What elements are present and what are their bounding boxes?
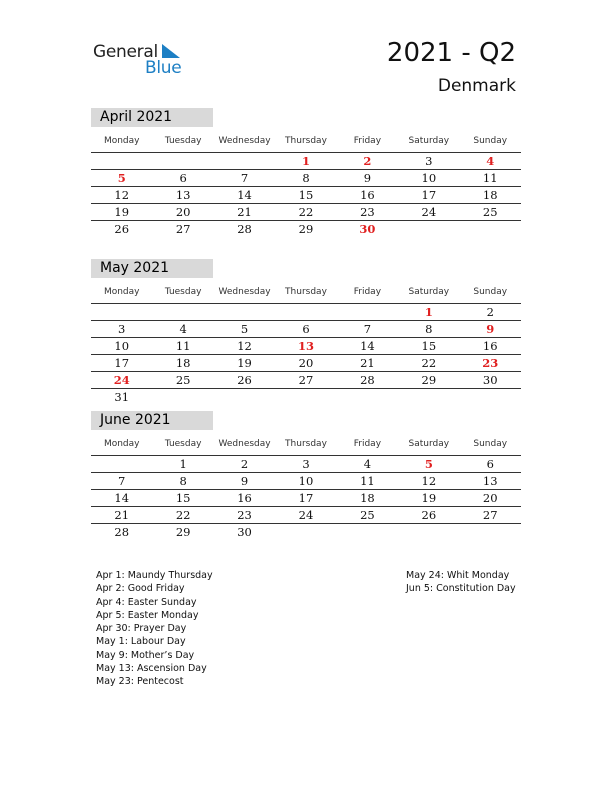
weekday-label: Monday xyxy=(103,287,140,297)
weekday-header-row xyxy=(91,281,521,304)
day-cell: 29 xyxy=(421,373,437,387)
weekday-label: Saturday xyxy=(408,439,450,449)
weekday-header-row xyxy=(91,433,521,456)
week-row xyxy=(91,170,521,187)
weekday-label: Tuesday xyxy=(164,287,202,297)
day-cell: 7 xyxy=(363,322,372,336)
day-cell: 18 xyxy=(360,491,375,505)
week-row xyxy=(91,507,521,524)
day-cell: 22 xyxy=(175,508,191,522)
day-cell: 12 xyxy=(237,339,252,353)
day-cell: 29 xyxy=(298,222,314,236)
day-cell: 19 xyxy=(421,491,437,505)
holiday-day-cell: 1 xyxy=(301,154,310,168)
day-cell: 8 xyxy=(302,171,310,185)
holiday-note: May 1: Labour Day xyxy=(96,636,186,648)
holiday-note: Apr 30: Prayer Day xyxy=(96,623,187,635)
day-cell: 15 xyxy=(298,188,314,202)
day-cell xyxy=(214,389,275,405)
day-cell xyxy=(91,153,152,169)
day-cell xyxy=(398,524,459,540)
day-cell: 13 xyxy=(175,188,191,202)
holiday-list-left xyxy=(96,569,213,689)
weekday-label: Friday xyxy=(353,439,382,449)
day-cell: 16 xyxy=(360,188,375,202)
week-row xyxy=(91,355,521,372)
month-title: April 2021 xyxy=(91,108,213,127)
day-cell: 4 xyxy=(363,457,372,471)
day-cell: 22 xyxy=(298,205,314,219)
holiday-list-right xyxy=(406,569,516,596)
holiday-day-cell: 13 xyxy=(297,339,314,353)
day-cell: 15 xyxy=(175,491,191,505)
day-cell: 6 xyxy=(486,457,494,471)
month-block xyxy=(91,411,521,540)
day-cell xyxy=(91,304,152,320)
day-cell: 4 xyxy=(179,322,187,336)
day-cell: 12 xyxy=(114,188,130,202)
weekday-label: Thursday xyxy=(285,287,327,297)
holiday-day-cell: 23 xyxy=(482,356,499,370)
day-cell xyxy=(460,221,521,237)
week-row xyxy=(91,321,521,338)
day-cell: 28 xyxy=(114,525,130,539)
holiday-note: Apr 5: Easter Monday xyxy=(96,609,199,621)
holiday-day-cell: 24 xyxy=(113,373,130,387)
day-cell: 14 xyxy=(237,188,252,202)
day-cell: 11 xyxy=(360,474,375,488)
day-cell: 20 xyxy=(482,491,498,505)
logo-blue-text: Blue xyxy=(145,58,182,78)
week-row xyxy=(91,389,521,405)
day-cell: 15 xyxy=(421,339,437,353)
day-cell xyxy=(337,524,398,540)
day-cell: 17 xyxy=(114,356,130,370)
month-block xyxy=(91,108,521,237)
day-cell: 24 xyxy=(421,205,437,219)
weekday-label: Wednesday xyxy=(218,439,271,449)
holiday-note: Apr 2: Good Friday xyxy=(96,583,185,595)
day-cell: 22 xyxy=(421,356,437,370)
week-row xyxy=(91,490,521,507)
week-row xyxy=(91,372,521,389)
day-cell: 19 xyxy=(237,356,252,370)
day-cell: 19 xyxy=(114,205,130,219)
day-cell: 31 xyxy=(114,390,130,404)
day-cell: 5 xyxy=(240,322,249,336)
week-row xyxy=(91,338,521,355)
day-cell: 28 xyxy=(360,373,375,387)
day-cell: 10 xyxy=(114,339,130,353)
day-cell xyxy=(398,389,459,405)
week-row xyxy=(91,187,521,204)
day-cell xyxy=(460,389,521,405)
day-cell xyxy=(337,304,398,320)
day-cell: 23 xyxy=(237,508,252,522)
day-cell xyxy=(460,524,521,540)
weekday-label: Thursday xyxy=(285,439,327,449)
day-cell: 10 xyxy=(298,474,314,488)
day-cell: 11 xyxy=(175,339,191,353)
day-cell: 16 xyxy=(482,339,498,353)
day-cell: 23 xyxy=(360,205,375,219)
day-cell xyxy=(275,304,336,320)
weekday-header-row xyxy=(91,130,521,153)
weekday-label: Saturday xyxy=(408,287,450,297)
day-cell xyxy=(152,389,213,405)
day-cell: 30 xyxy=(237,525,252,539)
holiday-note: Jun 5: Constitution Day xyxy=(406,583,516,595)
day-cell: 21 xyxy=(114,508,130,522)
week-row xyxy=(91,473,521,490)
weekday-label: Tuesday xyxy=(164,136,202,146)
weekday-label: Wednesday xyxy=(218,136,271,146)
day-cell: 6 xyxy=(302,322,310,336)
weekday-label: Sunday xyxy=(473,439,508,449)
holiday-day-cell: 5 xyxy=(117,171,126,185)
week-row xyxy=(91,304,521,321)
week-row xyxy=(91,221,521,237)
day-cell: 12 xyxy=(421,474,437,488)
holiday-day-cell: 4 xyxy=(486,154,495,168)
day-cell: 3 xyxy=(302,457,310,471)
day-cell: 24 xyxy=(298,508,314,522)
day-cell: 6 xyxy=(179,171,187,185)
day-cell: 21 xyxy=(360,356,375,370)
week-row xyxy=(91,204,521,221)
page-title: 2021 - Q2 xyxy=(386,38,516,68)
day-cell: 14 xyxy=(360,339,375,353)
day-cell: 29 xyxy=(175,525,191,539)
day-cell: 8 xyxy=(179,474,187,488)
day-cell: 26 xyxy=(237,373,252,387)
day-cell xyxy=(152,153,213,169)
weekday-label: Saturday xyxy=(408,136,450,146)
day-cell: 17 xyxy=(421,188,437,202)
day-cell: 20 xyxy=(175,205,191,219)
day-cell: 16 xyxy=(237,491,252,505)
day-cell: 14 xyxy=(114,491,130,505)
day-cell: 18 xyxy=(175,356,191,370)
day-cell: 2 xyxy=(240,457,249,471)
day-cell: 26 xyxy=(114,222,130,236)
week-row xyxy=(91,524,521,540)
day-cell xyxy=(214,304,275,320)
logo xyxy=(93,42,193,78)
day-cell: 13 xyxy=(482,474,498,488)
week-row xyxy=(91,153,521,170)
day-cell: 3 xyxy=(118,322,126,336)
logo-triangle-icon xyxy=(162,44,180,58)
day-cell: 20 xyxy=(298,356,314,370)
day-cell: 3 xyxy=(425,154,433,168)
day-cell: 30 xyxy=(482,373,498,387)
month-block xyxy=(91,259,521,405)
day-cell: 9 xyxy=(240,474,249,488)
weekday-label: Friday xyxy=(353,287,382,297)
month-title: May 2021 xyxy=(91,259,213,278)
holiday-note: Apr 4: Easter Sunday xyxy=(96,596,197,608)
day-cell xyxy=(214,153,275,169)
day-cell: 9 xyxy=(363,171,372,185)
weekday-label: Tuesday xyxy=(164,439,202,449)
holiday-note: Apr 1: Maundy Thursday xyxy=(96,570,213,581)
country-name: Denmark xyxy=(437,76,516,96)
day-cell: 1 xyxy=(179,457,187,471)
day-cell: 27 xyxy=(298,373,314,387)
day-cell: 21 xyxy=(237,205,252,219)
day-cell: 7 xyxy=(240,171,249,185)
weekday-label: Monday xyxy=(103,136,140,146)
holiday-day-cell: 1 xyxy=(424,305,433,319)
day-cell: 8 xyxy=(425,322,433,336)
holiday-day-cell: 30 xyxy=(359,222,376,236)
day-cell: 28 xyxy=(237,222,252,236)
day-cell: 25 xyxy=(175,373,191,387)
day-cell xyxy=(398,221,459,237)
day-cell xyxy=(275,524,336,540)
weekday-label: Friday xyxy=(353,136,382,146)
holiday-day-cell: 9 xyxy=(486,322,495,336)
month-title: June 2021 xyxy=(91,411,213,430)
day-cell xyxy=(91,456,152,472)
weekday-label: Monday xyxy=(103,439,140,449)
day-cell: 7 xyxy=(118,474,126,488)
day-cell: 25 xyxy=(482,205,498,219)
day-cell: 26 xyxy=(421,508,437,522)
day-cell xyxy=(337,389,398,405)
day-cell: 11 xyxy=(482,171,498,185)
day-cell: 27 xyxy=(175,222,191,236)
weekday-label: Sunday xyxy=(473,136,508,146)
day-cell: 27 xyxy=(482,508,498,522)
holiday-day-cell: 2 xyxy=(363,154,372,168)
weekday-label: Thursday xyxy=(285,136,327,146)
day-cell xyxy=(275,389,336,405)
logo-general-text: General xyxy=(93,42,158,62)
day-cell xyxy=(152,304,213,320)
weekday-label: Wednesday xyxy=(218,287,271,297)
holiday-note: May 24: Whit Monday xyxy=(406,570,510,581)
day-cell: 2 xyxy=(486,305,494,319)
holiday-note: May 9: Mother’s Day xyxy=(96,649,195,661)
day-cell: 17 xyxy=(298,491,314,505)
day-cell: 10 xyxy=(421,171,437,185)
week-row xyxy=(91,456,521,473)
day-cell: 25 xyxy=(360,508,375,522)
holiday-day-cell: 5 xyxy=(424,457,433,471)
day-cell: 18 xyxy=(482,188,498,202)
holiday-note: May 13: Ascension Day xyxy=(96,663,207,675)
weekday-label: Sunday xyxy=(473,287,508,297)
holiday-note: May 23: Pentecost xyxy=(96,676,184,688)
